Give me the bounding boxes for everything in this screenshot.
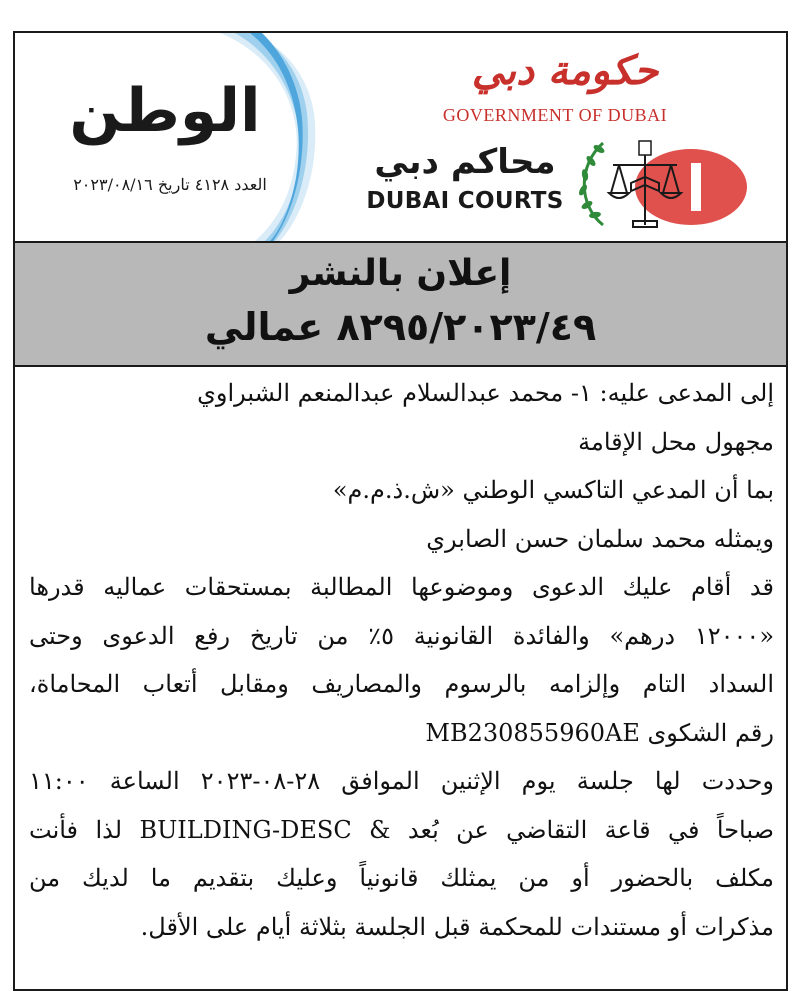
body-line-representative: ويمثله محمد سلمان حسن الصابري xyxy=(426,524,774,553)
government-logo-english: GOVERNMENT OF DUBAI xyxy=(442,105,668,125)
issue-date-line: العدد ٤١٢٨ تاريخ ٢٠٢٣/٠٨/١٦ xyxy=(73,175,267,194)
body-line-attendance: مكلف بالحضور أو من يمثلك قانونياً وعليك بتقديم ما لديك من xyxy=(29,864,774,892)
body-line-documents: مذكرات أو مستندات للمحكمة قبل الجلسة بثلاثة أيام على الأقل. xyxy=(140,912,774,941)
notice-frame xyxy=(13,31,788,991)
courts-name-english: DUBAI COURTS xyxy=(366,188,564,214)
body-line-residence: مجهول محل الإقامة xyxy=(578,427,774,456)
body-line-hearing-venue: صباحاً في قاعة التقاضي عن بُعد & BUILDING-DESC لذا فأنت xyxy=(29,815,774,844)
body-line-defendant: إلى المدعى عليه: ١- محمد عبدالسلام عبدالمنعم الشبراوي xyxy=(197,379,774,407)
body-line-amount: «١٢٠٠٠ درهم» والفائدة القانونية ٥٪ من تاريخ رفع الدعوى وحتى xyxy=(29,621,774,650)
body-line-fees: السداد التام وإلزامه بالرسوم والمصاريف ومقابل أتعاب المحاماة، xyxy=(29,670,774,698)
notice-header xyxy=(15,33,786,241)
notice-title: إعلان بالنشر xyxy=(289,253,512,294)
body-line-complaint-number: رقم الشكوى MB230855960AE xyxy=(425,718,774,747)
newspaper-name: الوطن xyxy=(69,76,261,146)
body-line-plaintiff: بما أن المدعي التاكسي الوطني «ش.ذ.م.م» xyxy=(332,476,774,504)
scales-of-justice-emblem-icon xyxy=(573,135,748,235)
body-line-hearing-date: وحددت لها جلسة يوم الإثنين الموافق ٢٨-٠٨-٢٠٢٣ الساعة ١١:٠٠ xyxy=(29,767,774,795)
courts-name-arabic: محاكم دبي xyxy=(374,142,556,182)
case-number: ٨٢٩٥/٢٠٢٣/٤٩ عمالي xyxy=(204,305,597,349)
body-line-claim: قد أقام عليك الدعوى وموضوعها المطالبة بمستحقات عماليه قدرها xyxy=(29,573,774,601)
notice-title-band xyxy=(15,241,786,367)
government-logo-arabic: حكومة دبي xyxy=(471,47,659,94)
notice-body xyxy=(29,369,774,951)
